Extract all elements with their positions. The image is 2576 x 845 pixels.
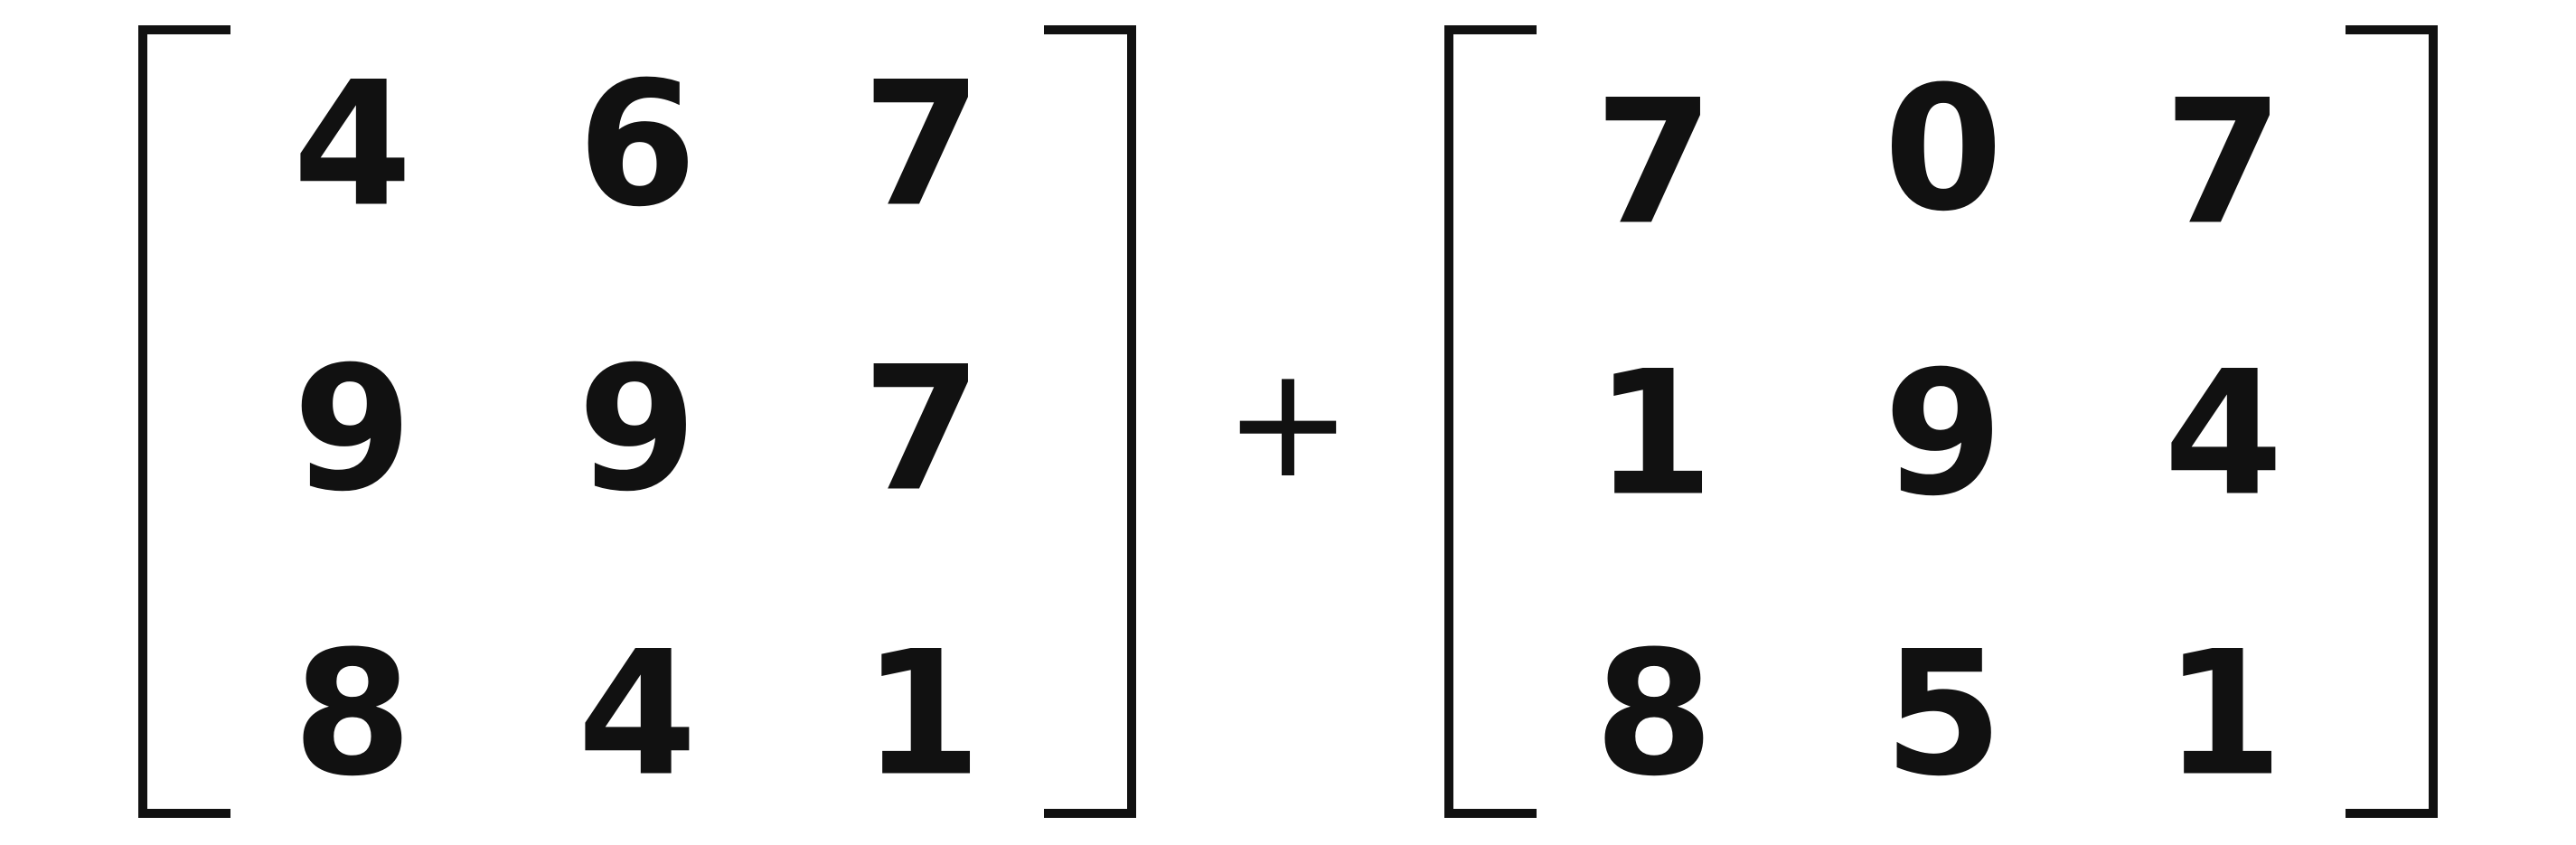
right-matrix-open-bracket	[1449, 30, 1532, 813]
left-matrix-cell: 9	[292, 329, 413, 530]
left-matrix-cell: 9	[577, 329, 698, 530]
right-matrix-cell: 5	[1883, 614, 2004, 814]
right-matrix-cell: 8	[1594, 614, 1715, 814]
right-matrix	[1449, 30, 2433, 814]
left-matrix-close-bracket	[1048, 30, 1132, 813]
plus-operator: +	[1223, 333, 1353, 512]
right-matrix-cell: 1	[2163, 614, 2284, 814]
right-matrix-cell: 4	[2163, 333, 2284, 534]
left-matrix	[143, 30, 1132, 814]
left-matrix-cell: 1	[861, 614, 982, 814]
left-matrix-cell: 7	[861, 44, 982, 245]
left-matrix-cell: 4	[577, 614, 698, 814]
left-matrix-cell: 4	[292, 44, 413, 245]
left-matrix-cell: 7	[861, 329, 982, 530]
left-matrix-cell: 8	[292, 614, 413, 814]
right-matrix-cell: 0	[1883, 49, 2004, 249]
right-matrix-cell: 1	[1594, 333, 1715, 534]
left-matrix-open-bracket	[143, 30, 226, 813]
right-matrix-cell: 9	[1883, 333, 2004, 534]
right-matrix-close-bracket	[2350, 30, 2433, 813]
right-matrix-cell: 7	[1594, 62, 1715, 263]
right-matrix-cell: 7	[2163, 62, 2284, 263]
left-matrix-cell: 6	[577, 44, 698, 245]
